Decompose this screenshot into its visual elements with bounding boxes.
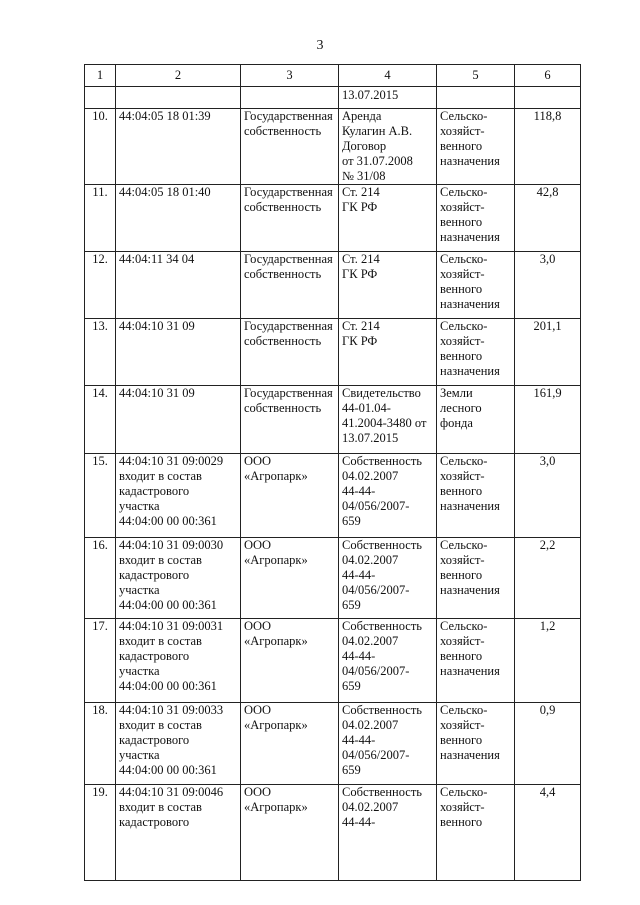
owner-cell — [241, 319, 339, 386]
basis-cell-text: Ст. 214 ГК РФ — [342, 319, 380, 348]
area-cell-text: 3,0 — [539, 252, 556, 266]
cadastral-number-cell — [116, 454, 241, 538]
row-number-cell — [85, 109, 116, 185]
table-row — [85, 454, 581, 538]
basis-cell — [339, 109, 437, 185]
cadastral-number-cell — [116, 252, 241, 319]
row-number-cell-text: 10. — [92, 109, 108, 123]
column-header: 2 — [116, 65, 241, 87]
row-number-cell-text: 14. — [92, 386, 108, 400]
area-cell — [515, 109, 581, 185]
basis-cell: 13.07.2015 — [339, 87, 437, 109]
row-number-cell — [85, 454, 116, 538]
category-cell — [437, 619, 515, 703]
basis-cell — [339, 319, 437, 386]
category-cell — [437, 252, 515, 319]
continuation-row — [85, 87, 581, 109]
area-cell-text: 161,9 — [533, 386, 562, 400]
owner-cell-text: Государственная собственность — [244, 109, 333, 138]
owner-cell-text: ООО «Агропарк» — [244, 454, 308, 483]
table-row — [85, 252, 581, 319]
row-number-cell — [85, 703, 116, 785]
basis-cell — [339, 185, 437, 252]
owner-cell-text: Государственная собственность — [244, 252, 333, 281]
cadastral-number-cell — [116, 109, 241, 185]
area-cell — [515, 454, 581, 538]
row-number-cell — [85, 619, 116, 703]
owner-cell — [241, 185, 339, 252]
owner-cell-text: ООО «Агропарк» — [244, 619, 308, 648]
cadastral-number-cell — [116, 185, 241, 252]
owner-cell — [241, 538, 339, 619]
table-row — [85, 386, 581, 454]
row-number-cell — [85, 785, 116, 881]
row-number-cell — [85, 185, 116, 252]
owner-cell-text: Государственная собственность — [244, 319, 333, 348]
area-cell — [515, 87, 581, 109]
area-cell — [515, 785, 581, 881]
cadastral-number-cell-text: 44:04:10 31 09:0029 входит в состав кадастрового участка 44:04:00 00 00:361 — [119, 454, 224, 528]
category-cell-text: Сельско- хозяйст- венного назначения — [440, 619, 500, 678]
owner-cell-text: Государственная собственность — [244, 185, 333, 214]
column-header: 5 — [437, 65, 515, 87]
row-number-cell — [85, 538, 116, 619]
cadastral-number-cell-text: 44:04:10 31 09:0046 входит в состав кадастрового — [119, 785, 224, 829]
area-cell-text: 0,9 — [539, 703, 556, 717]
cadastral-number-cell — [116, 386, 241, 454]
owner-cell — [241, 87, 339, 109]
category-cell-text: Сельско- хозяйст- венного назначения — [440, 252, 500, 311]
cadastral-number-cell-text: 44:04:11 34 04 — [119, 252, 195, 266]
basis-cell-text: Свидетельство 44-01.04- 41.2004-3480 от 13.07.2015 — [342, 386, 427, 445]
area-cell — [515, 619, 581, 703]
category-cell-text: Сельско- хозяйст- венного — [440, 785, 488, 829]
owner-cell — [241, 386, 339, 454]
row-number-cell-text: 11. — [92, 185, 108, 199]
row-number-cell-text: 18. — [92, 703, 108, 717]
table-row — [85, 109, 581, 185]
basis-cell-text: Аренда Кулагин А.В. Договор от 31.07.2008 № 31/08 — [342, 109, 413, 183]
table-header-row — [85, 65, 581, 87]
table-row — [85, 319, 581, 386]
owner-cell — [241, 252, 339, 319]
column-header: 6 — [515, 65, 581, 87]
cadastral-number-cell-text: 44:04:10 31 09:0030 входит в состав кадастрового участка 44:04:00 00 00:361 — [119, 538, 224, 612]
column-header: 3 — [241, 65, 339, 87]
category-cell-text: Сельско- хозяйст- венного назначения — [440, 538, 500, 597]
cadastral-number-cell-text: 44:04:05 18 01:40 — [119, 185, 211, 199]
table-row — [85, 185, 581, 252]
basis-cell-text: Собственность 04.02.2007 44-44- 04/056/2007- 659 — [342, 454, 422, 528]
column-header: 4 — [339, 65, 437, 87]
cadastral-number-cell-text: 44:04:10 31 09 — [119, 319, 195, 333]
row-number-cell — [85, 87, 116, 109]
area-cell — [515, 319, 581, 386]
row-number-cell-text: 15. — [92, 454, 108, 468]
owner-cell — [241, 619, 339, 703]
basis-cell — [339, 785, 437, 881]
area-cell-text: 42,8 — [536, 185, 559, 199]
category-cell — [437, 785, 515, 881]
basis-cell — [339, 619, 437, 703]
category-cell — [437, 109, 515, 185]
basis-cell-text: Ст. 214 ГК РФ — [342, 252, 380, 281]
cadastral-number-cell-text: 44:04:05 18 01:39 — [119, 109, 211, 123]
table-row — [85, 538, 581, 619]
category-cell-text: Сельско- хозяйст- венного назначения — [440, 109, 500, 168]
cadastral-number-cell-text: 44:04:10 31 09:0033 входит в состав кадастрового участка 44:04:00 00 00:361 — [119, 703, 224, 777]
category-cell-text: Сельско- хозяйст- венного назначения — [440, 454, 500, 513]
owner-cell-text: ООО «Агропарк» — [244, 703, 308, 732]
cadastral-number-cell — [116, 538, 241, 619]
row-number-cell — [85, 386, 116, 454]
table-row — [85, 619, 581, 703]
area-cell-text: 1,2 — [539, 619, 556, 633]
cadastral-number-cell — [116, 319, 241, 386]
area-cell-text: 4,4 — [539, 785, 556, 799]
category-cell — [437, 703, 515, 785]
area-cell — [515, 185, 581, 252]
area-cell — [515, 386, 581, 454]
area-cell-text: 118,8 — [533, 109, 562, 123]
area-cell-text: 3,0 — [539, 454, 556, 468]
row-number-cell-text: 12. — [92, 252, 108, 266]
cadastral-number-cell — [116, 785, 241, 881]
page-number: 3 — [316, 38, 324, 53]
owner-cell-text: Государственная собственность — [244, 386, 333, 415]
owner-cell — [241, 703, 339, 785]
row-number-cell-text: 17. — [92, 619, 108, 633]
category-cell-text: Земли лесного фонда — [440, 386, 482, 430]
owner-cell-text: ООО «Агропарк» — [244, 785, 308, 814]
basis-cell — [339, 454, 437, 538]
category-cell — [437, 386, 515, 454]
category-cell — [437, 319, 515, 386]
cadastral-number-cell — [116, 703, 241, 785]
column-header: 1 — [85, 65, 116, 87]
basis-cell — [339, 386, 437, 454]
category-cell-text: Сельско- хозяйст- венного назначения — [440, 703, 500, 762]
basis-cell-text: Собственность 04.02.2007 44-44- 04/056/2007- 659 — [342, 619, 422, 693]
basis-cell — [339, 703, 437, 785]
area-cell-text: 201,1 — [533, 319, 562, 333]
row-number-cell — [85, 319, 116, 386]
table-row — [85, 703, 581, 785]
category-cell — [437, 454, 515, 538]
cadastral-number-cell — [116, 619, 241, 703]
row-number-cell-text: 13. — [92, 319, 108, 333]
category-cell-text: Сельско- хозяйст- венного назначения — [440, 185, 500, 244]
owner-cell — [241, 454, 339, 538]
area-cell — [515, 252, 581, 319]
basis-cell-text: Собственность 04.02.2007 44-44- 04/056/2007- 659 — [342, 703, 422, 777]
basis-cell — [339, 252, 437, 319]
category-cell-text: Сельско- хозяйст- венного назначения — [440, 319, 500, 378]
row-number-cell-text: 19. — [92, 785, 108, 799]
basis-cell — [339, 538, 437, 619]
basis-cell-text: Собственность 04.02.2007 44-44- 04/056/2007- 659 — [342, 538, 422, 612]
category-cell — [437, 87, 515, 109]
basis-cell-text: Ст. 214 ГК РФ — [342, 185, 380, 214]
category-cell — [437, 185, 515, 252]
owner-cell-text: ООО «Агропарк» — [244, 538, 308, 567]
cadastral-number-cell-text: 44:04:10 31 09:0031 входит в состав кадастрового участка 44:04:00 00 00:361 — [119, 619, 224, 693]
cadastral-number-cell — [116, 87, 241, 109]
land-registry-table — [84, 64, 581, 881]
row-number-cell-text: 16. — [92, 538, 108, 552]
owner-cell — [241, 109, 339, 185]
table-row — [85, 785, 581, 881]
area-cell-text: 2,2 — [539, 538, 556, 552]
basis-cell-text: Собственность 04.02.2007 44-44- — [342, 785, 422, 829]
area-cell — [515, 703, 581, 785]
owner-cell — [241, 785, 339, 881]
row-number-cell — [85, 252, 116, 319]
category-cell — [437, 538, 515, 619]
area-cell — [515, 538, 581, 619]
cadastral-number-cell-text: 44:04:10 31 09 — [119, 386, 195, 400]
